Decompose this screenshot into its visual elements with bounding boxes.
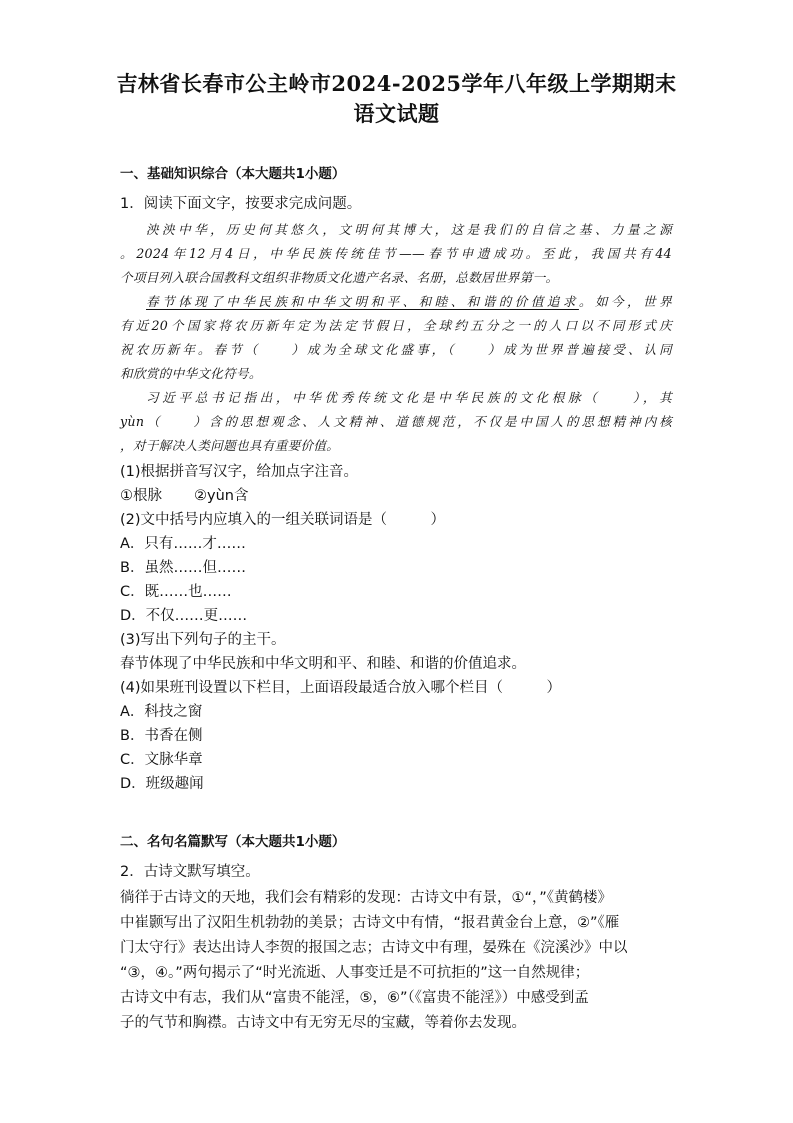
sub2-option-b[interactable]: B．虽然……但…… (120, 560, 246, 576)
passage-p2-line2: 有近20个国家将农历新年定为法定节假日，全球约五分之一的人口以不同形式庆 (120, 318, 672, 333)
passage-p1-line1: 泱泱中华，历史何其悠久，文明何其博大，这是我们的自信之基、力量之源 (146, 222, 672, 237)
poetry-line2: 中崔颢写出了汉阳生机勃勃的美景；古诗文中有情，“报君黄金台上意，②”《雁 (120, 915, 620, 931)
sub4-option-b[interactable]: B．书香在侧 (120, 728, 203, 744)
passage-p2-line1-rest: 。如今，世界 (578, 294, 672, 309)
subquestion1: (1)根据拼音写汉字，给加点字注音。 (120, 464, 359, 480)
poetry-line4: “③，④。”两句揭示了“时光流逝、人事变迁是不可抗拒的”这一自然规律； (120, 965, 590, 981)
subquestion2: (2)文中括号内应填入的一组关联词语是（ ） (120, 512, 446, 528)
passage-p2-line3: 祝农历新年。春节（ ）成为全球文化盛事，（ ）成为世界普遍接受、认同 (120, 342, 672, 357)
poetry-line6: 子的气节和胸襟。古诗文中有无穷无尽的宝藏，等着你去发现。 (120, 1015, 526, 1031)
section1-heading: 一、基础知识综合（本大题共1小题） (120, 166, 346, 182)
section2-heading: 二、名句名篇默写（本大题共1小题） (120, 834, 346, 850)
poetry-line3: 门太守行》表达出诗人李贺的报国之志；古诗文中有理，晏殊在《浣溪沙》中以 (120, 940, 628, 956)
sub1-item-genmai: ①根脉 (120, 488, 162, 504)
underlined-key-sentence: 春节体现了中华民族和中华文明和平、和睦、和谐的价值追求 (146, 294, 579, 309)
passage-p3-line2: yùn（ ）含的思想观念、人文精神、道德规范，不仅是中国人的思想精神内核 (120, 414, 672, 429)
sub2-option-a[interactable]: A．只有……才…… (120, 536, 246, 552)
subquestion4: (4)如果班刊设置以下栏目，上面语段最适合放入哪个栏目（ ） (120, 680, 562, 696)
passage-p2-line1 (120, 291, 672, 310)
sub4-option-a[interactable]: A．科技之窗 (120, 704, 203, 720)
exam-title-line1: 吉林省长春市公主岭市2024-2025学年八年级上学期期末 (116, 71, 677, 96)
passage-p2-line4: 和欣赏的中华文化符号。 (120, 366, 262, 381)
question2-stem: 2．古诗文默写填空。 (120, 864, 260, 880)
passage-p1-line3: 个项目列入联合国教科文组织非物质文化遗产名录、名册，总数居世界第一。 (120, 270, 559, 285)
passage-p1-line2: 。2024年12月4日，中华民族传统佳节——春节申遗成功。至此，我国共有44 (120, 246, 672, 261)
sub4-option-d[interactable]: D．班级趣闻 (120, 776, 204, 792)
sub4-option-c[interactable]: C．文脉华章 (120, 752, 203, 768)
passage-p3-line1: 习近平总书记指出，中华优秀传统文化是中华民族的文化根脉（ ），其 (146, 390, 672, 405)
exam-title-line2: 语文试题 (353, 101, 440, 126)
sub2-option-c[interactable]: C．既……也…… (120, 584, 232, 600)
subquestion1-items (120, 484, 248, 505)
sub1-item-yunhan: ②yùn含 (194, 488, 249, 504)
passage-p3-line3: ，对于解决人类问题也具有重要价值。 (120, 438, 340, 453)
subquestion3: (3)写出下列句子的主干。 (120, 632, 286, 648)
poetry-line1: 徜徉于古诗文的天地，我们会有精彩的发现：古诗文中有景，①“，”《黄鹤楼》 (120, 890, 613, 906)
question1-stem: 1．阅读下面文字，按要求完成问题。 (120, 196, 362, 212)
poetry-line5: 古诗文中有志，我们从“富贵不能淫，⑤，⑥”（《富贵不能淫》）中感受到孟 (120, 990, 589, 1006)
sub2-option-d[interactable]: D．不仅……更…… (120, 608, 248, 624)
subquestion3-sentence: 春节体现了中华民族和中华文明和平、和睦、和谐的价值追求。 (120, 656, 526, 672)
